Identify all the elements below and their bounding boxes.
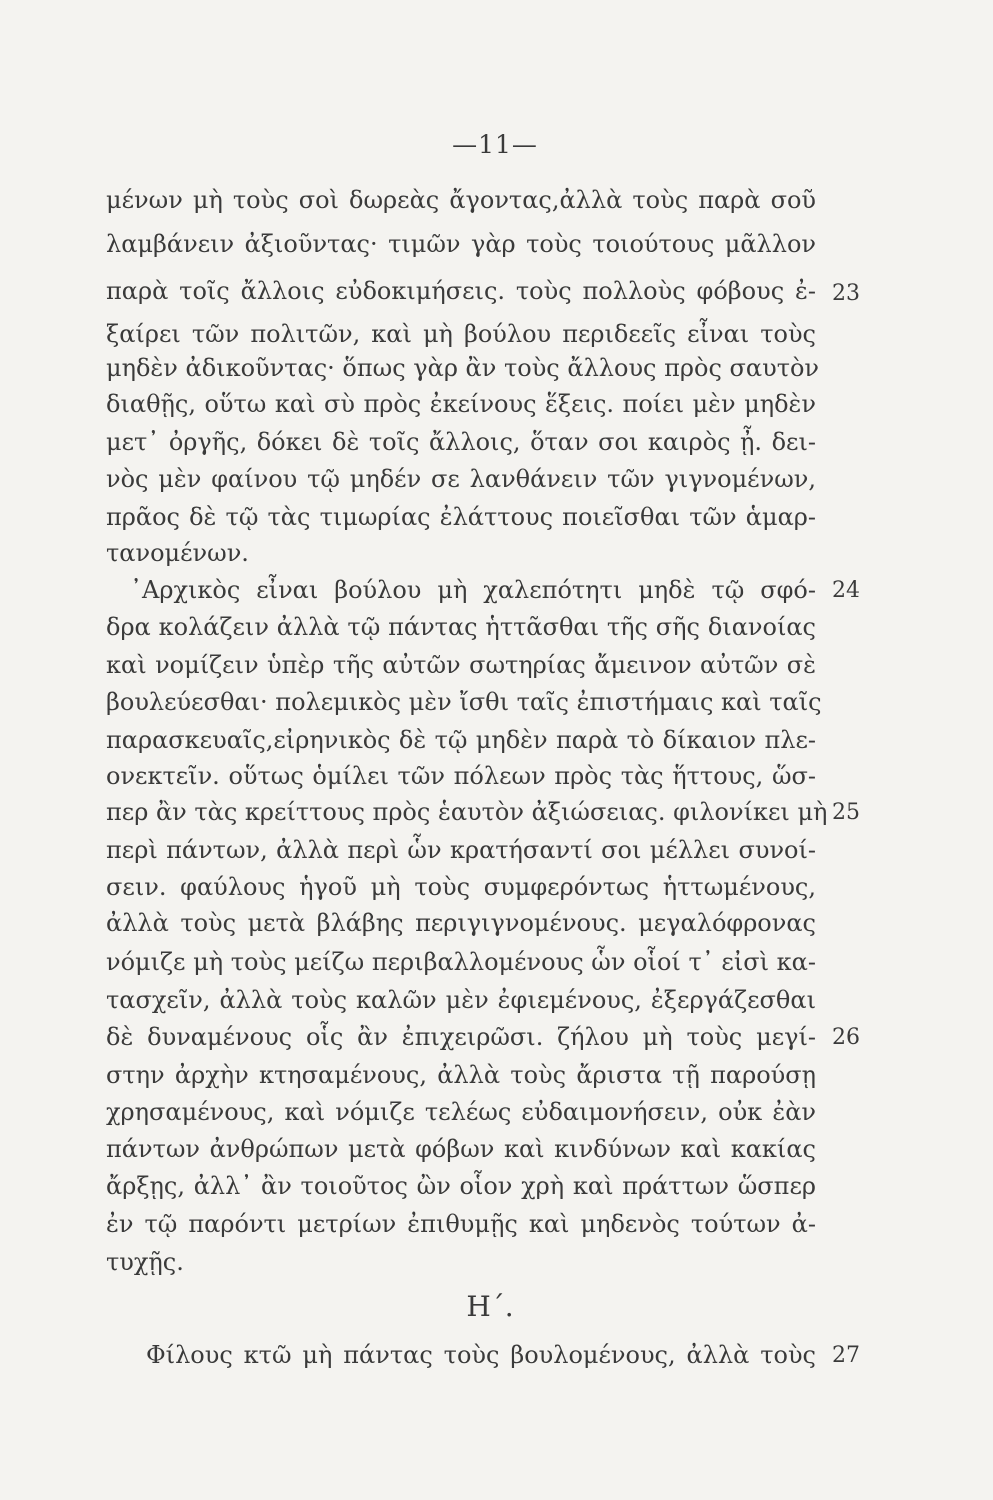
text-line-28: ἐν τῷ παρόντι μετρίων ἐπιθυμῇς καὶ μηδενὸς τούτων ἀ- — [106, 1210, 816, 1238]
text-line-3: παρὰ τοῖς ἄλλοις εὐδοκιμήσεις. τοὺς πολλοὺς φόβους ἐ- — [106, 277, 816, 305]
text-line-2: λαμβάνειν ἀξιοῦντας· τιμῶν γὰρ τοὺς τοιούτους μᾶλλον — [106, 230, 816, 258]
text-line-26: πάντων ἀνθρώπων μετὰ φόβων καὶ κινδύνων καὶ κακίας — [106, 1135, 816, 1163]
text-line-25: χρησαμένους, καὶ νόμιζε τελέως εὐδαιμονήσειν, οὐκ ἐὰν — [106, 1098, 816, 1126]
text-line-7: μετ᾽ ὀργῆς, δόκει δὲ τοῖς ἄλλοις, ὅταν σοι καιρὸς ᾖ. δει- — [106, 428, 816, 456]
text-line-23: δὲ δυναμένους οἷς ἂν ἐπιχειρῶσι. ζήλου μὴ τοὺς μεγί- — [106, 1023, 816, 1051]
text-line-27: ἄρξῃς, ἀλλ᾽ ἂν τοιοῦτος ὢν οἷον χρὴ καὶ πράττων ὥσπερ — [106, 1172, 816, 1200]
text-line-19: σειν. φαύλους ἡγοῦ μὴ τοὺς συμφερόντως ἡττωμένους, — [106, 873, 816, 901]
text-line-21: νόμιζε μὴ τοὺς μείζω περιβαλλομένους ὧν οἷοί τ᾽ εἰσὶ κα- — [106, 948, 816, 976]
text-line-1: μένων μὴ τοὺς σοὶ δωρεὰς ἄγοντας,ἀλλὰ τοὺς παρὰ σοῦ — [106, 186, 816, 214]
text-line-5: μηδὲν ἀδικοῦντας· ὅπως γὰρ ἂν τοὺς ἄλλους πρὸς σαυτὸν — [106, 354, 820, 382]
section-number-23: 23 — [832, 281, 860, 306]
text-line-18: περὶ πάντων, ἀλλὰ περὶ ὧν κρατήσαντί σοι μέλλει συνοί- — [106, 836, 816, 864]
section-number-27: 27 — [832, 1343, 860, 1368]
text-line-22: τασχεῖν, ἀλλὰ τοὺς καλῶν μὲν ἐφιεμένους, ἐξεργάζεσθαι — [106, 986, 816, 1014]
section-heading: Η΄. — [466, 1290, 514, 1323]
section-number-24: 24 — [832, 578, 860, 603]
text-line-12: δρα κολάζειν ἀλλὰ τῷ πάντας ἡττᾶσθαι τῆς σῆς διανοίας — [106, 613, 816, 641]
text-line-10: τανομένων. — [106, 539, 249, 567]
text-line-4: ξαίρει τῶν πολιτῶν, καὶ μὴ βούλου περιδεεῖς εἶναι τοὺς — [106, 320, 816, 348]
text-line-6: διαθῇς, οὕτω καὶ σὺ πρὸς ἐκείνους ἕξεις. ποίει μὲν μηδὲν — [106, 390, 816, 418]
text-line-11: ᾿Αρχικὸς εἶναι βούλου μὴ χαλεπότητι μηδὲ τῷ σφό- — [130, 576, 816, 604]
text-line-24: στην ἀρχὴν κτησαμένους, ἀλλὰ τοὺς ἄριστα τῇ παρούσῃ — [106, 1061, 816, 1089]
text-line-14: βουλεύεσθαι· πολεμικὸς μὲν ἴσθι ταῖς ἐπιστήμαις καὶ ταῖς — [106, 688, 822, 716]
text-line-15: παρασκευαῖς,εἰρηνικὸς δὲ τῷ μηδὲν παρὰ τὸ δίκαιον πλε- — [106, 726, 816, 754]
text-line-9: πρᾶος δὲ τῷ τὰς τιμωρίας ἐλάττους ποιεῖσθαι τῶν ἁμαρ- — [106, 503, 816, 531]
text-line-17: περ ἂν τὰς κρείττους πρὸς ἑαυτὸν ἀξιώσειας. φιλονίκει μὴ — [106, 798, 828, 826]
text-line-13: καὶ νομίζειν ὑπὲρ τῆς αὐτῶν σωτηρίας ἄμεινον αὐτῶν σὲ — [106, 651, 816, 679]
page-number: —11— — [452, 130, 538, 159]
text-line-final: Φίλους κτῶ μὴ πάντας τοὺς βουλομένους, ἀλλὰ τοὺς — [146, 1341, 816, 1369]
text-line-8: νὸς μὲν φαίνου τῷ μηδέν σε λανθάνειν τῶν γιγνομένων, — [106, 465, 816, 493]
text-line-16: ονεκτεῖν. οὕτως ὁμίλει τῶν πόλεων πρὸς τὰς ἥττους, ὥσ- — [106, 762, 816, 790]
text-line-20: ἀλλὰ τοὺς μετὰ βλάβης περιγιγνομένους. μεγαλόφρονας — [106, 909, 816, 937]
section-number-26: 26 — [832, 1025, 860, 1050]
section-number-25: 25 — [832, 800, 860, 825]
text-line-29: τυχῇς. — [106, 1248, 184, 1276]
